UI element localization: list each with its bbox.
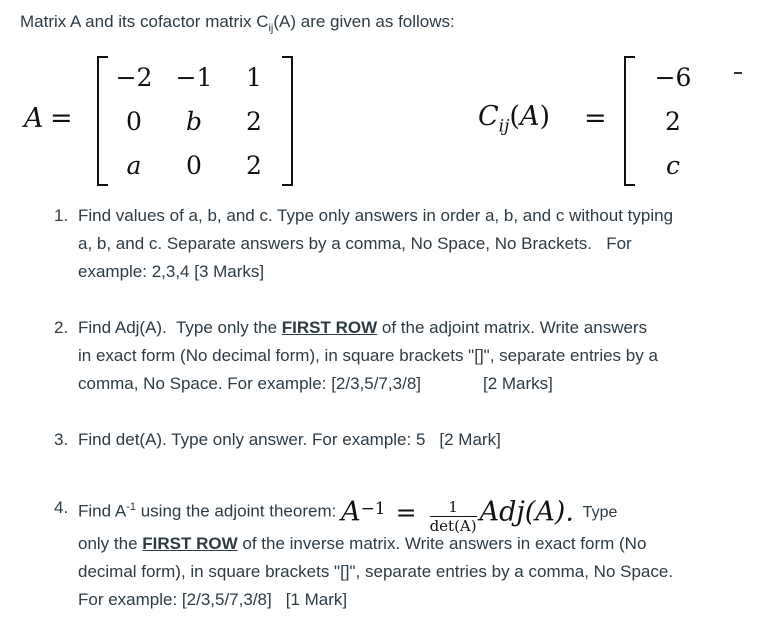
matrix-a-cell: −1 bbox=[175, 62, 213, 92]
question-line: in exact form (No decimal form), in square brackets "[]", separate entries by a bbox=[78, 346, 658, 365]
matrix-c-cell: c bbox=[665, 150, 680, 180]
question-line: comma, No Space. For example: [2/3,5/7,3/8] [2 Marks] bbox=[78, 374, 553, 393]
matrix-a-grid bbox=[104, 55, 284, 187]
question-2 bbox=[54, 314, 754, 398]
question-line: only the FIRST ROW of the inverse matrix. Write answers in exact form (No bbox=[78, 534, 647, 553]
matrix-a-cell: 2 bbox=[246, 106, 262, 136]
question-1 bbox=[54, 202, 754, 286]
question-4 bbox=[54, 484, 754, 614]
question-line: Find Adj(A). Type only the FIRST ROW of the adjoint matrix. Write answers bbox=[78, 318, 648, 337]
matrix-c-label-arg-a: A bbox=[519, 101, 540, 132]
adjoint-theorem-formula: $A^{-1}$ = $\frac{1}{\det(A)}$ Adj(A). bbox=[341, 496, 574, 535]
matrix-c-cut-edge bbox=[734, 72, 742, 74]
emphasis-first-row: FIRST ROW bbox=[142, 534, 238, 553]
matrix-a-cell: a bbox=[126, 150, 142, 180]
matrix-a-equals: = bbox=[50, 103, 73, 134]
matrix-a-label: A bbox=[24, 103, 44, 134]
question-line: For example: [2/3,5/7,3/8] [1 Mark] bbox=[78, 590, 348, 609]
question-line: example: 2,3,4 [3 Marks] bbox=[78, 262, 265, 281]
question-line: Find $A^{-1}$ using the adjoint theorem: $A^{-1}$ = $\frac{1}{\det(A)}$ Adj(A). Type bbox=[78, 484, 754, 530]
matrix-a-cell: 2 bbox=[246, 150, 262, 180]
matrix-c-cell: −6 bbox=[654, 62, 692, 92]
formula-fraction: $\frac{1}{\det(A)}$ bbox=[429, 497, 477, 535]
question-line: Find values of a, b, and c. Type only answers in order a, b, and c without typing bbox=[78, 206, 674, 225]
matrix-c-left-bracket bbox=[624, 56, 635, 186]
matrix-a-cell: 1 bbox=[246, 62, 262, 92]
matrix-a-cell: 0 bbox=[186, 150, 202, 180]
question-number: 1. bbox=[54, 206, 69, 225]
intro-text: Matrix A and its cofactor matrix $C_{ij}(A)$ are given as follows: bbox=[20, 12, 455, 35]
matrix-c-label: $C_{ij}(A)$ bbox=[478, 101, 550, 137]
matrix-a-right-bracket bbox=[282, 56, 293, 186]
question-number: 2. bbox=[54, 318, 69, 337]
question-line: Find det(A). Type only answer. For example: 5 [2 Mark] bbox=[78, 430, 501, 449]
question-line: decimal form), in square brackets "[]", separate entries by a comma, No Space. bbox=[78, 562, 674, 581]
matrix-c-cell: 2 bbox=[665, 106, 681, 136]
matrix-a-cell: b bbox=[185, 106, 202, 136]
question-number: 3. bbox=[54, 430, 69, 449]
matrix-a-cell: −2 bbox=[115, 62, 153, 92]
matrix-a-cell: 0 bbox=[126, 106, 142, 136]
question-line: a, b, and c. Separate answers by a comma, No Space, No Brackets. For bbox=[78, 234, 632, 253]
question-3 bbox=[54, 426, 754, 454]
emphasis-first-row: FIRST ROW bbox=[281, 318, 378, 337]
matrix-c-equals: = bbox=[584, 103, 607, 134]
question-number: 4. bbox=[54, 498, 69, 517]
matrix-c-grid bbox=[638, 55, 708, 187]
